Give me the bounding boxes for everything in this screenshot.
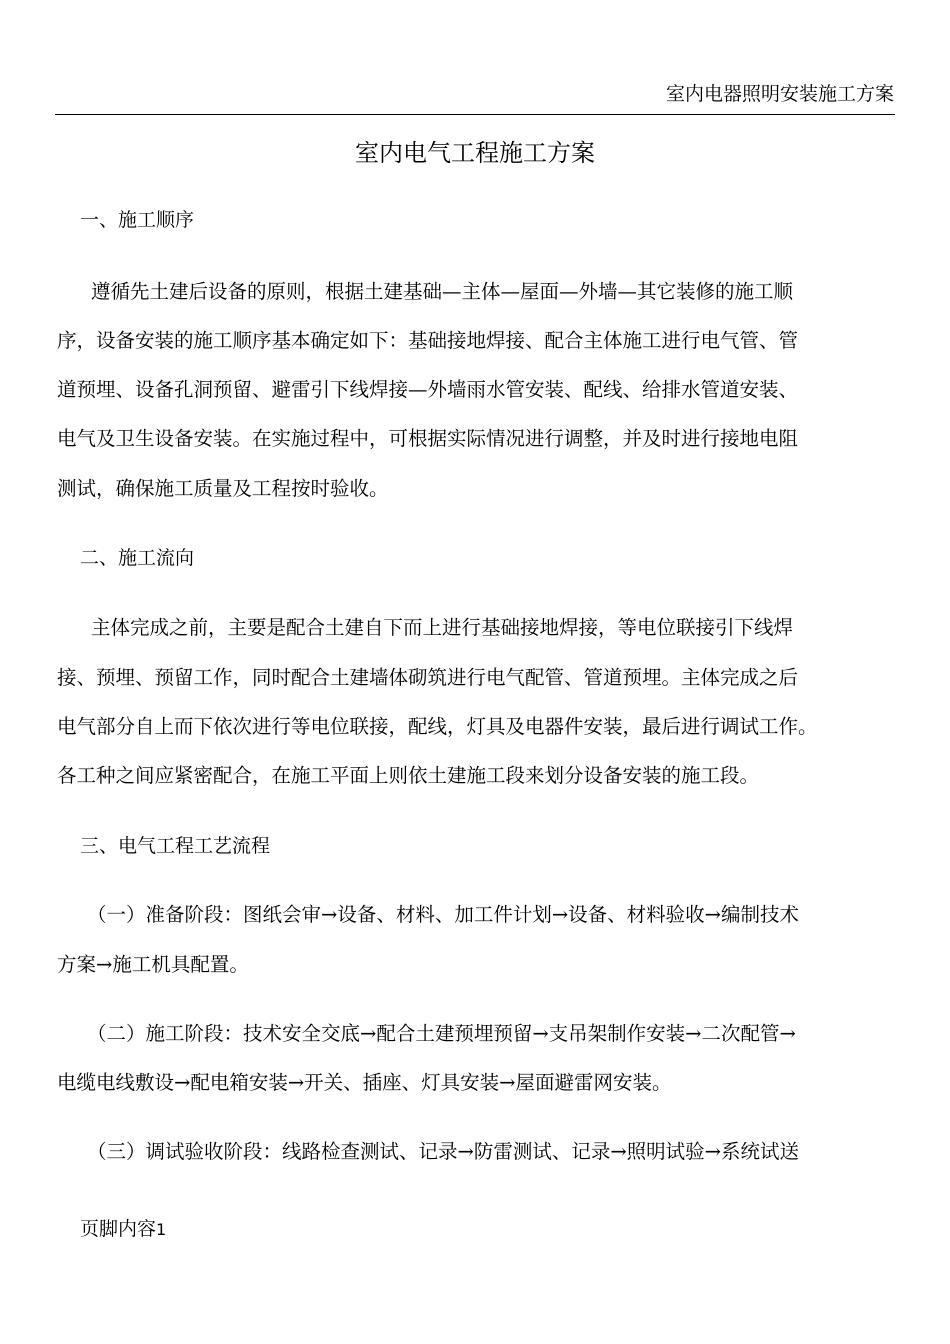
- section-heading-construction-sequence: 一、施工顺序: [80, 209, 195, 231]
- paragraph-line: （一）准备阶段：图纸会审→设备、材料、加工件计划→设备、材料验收→编制技术: [87, 903, 800, 926]
- document-title: 室内电气工程施工方案: [355, 139, 595, 167]
- paragraph-line: 道预埋、设备孔洞预留、避雷引下线焊接—外墙雨水管安装、配线、给排水管道安装、: [57, 378, 799, 401]
- paragraph-line: 电缆电线敷设→配电箱安装→开关、插座、灯具安装→屋面避雷网安装。: [57, 1071, 672, 1094]
- paragraph-line: 遵循先土建后设备的原则，根据土建基础—主体—屋面—外墙—其它装修的施工顺: [91, 280, 794, 303]
- paragraph-line: 电气及卫生设备安装。在实施过程中，可根据实际情况进行调整，并及时进行接地电阻: [57, 427, 799, 450]
- paragraph-line: 电气部分自上而下依次进行等电位联接，配线，灯具及电器件安装，最后进行调试工作。: [57, 715, 818, 738]
- paragraph-line: 方案→施工机具配置。: [57, 953, 249, 976]
- paragraph-line: （三）调试验收阶段：线路检查测试、记录→防雷测试、记录→照明试验→系统试送: [87, 1140, 800, 1163]
- section-heading-process-flow: 三、电气工程工艺流程: [80, 835, 271, 857]
- paragraph-line: （二）施工阶段：技术安全交底→配合土建预埋预留→支吊架制作安装→二次配管→: [87, 1022, 796, 1045]
- page-footer: [80, 1215, 166, 1244]
- footer-label: 页脚内容: [80, 1218, 157, 1240]
- running-header: 室内电器照明安装施工方案: [665, 83, 894, 105]
- paragraph-line: 序，设备安装的施工顺序基本确定如下：基础接地焊接、配合主体施工进行电气管、管: [57, 329, 799, 352]
- paragraph-line: 接、预埋、预留工作，同时配合土建墙体砌筑进行电气配管、管道预埋。主体完成之后: [57, 666, 799, 689]
- paragraph-line: 各工种之间应紧密配合，在施工平面上则依土建施工段来划分设备安装的施工段。: [57, 764, 760, 787]
- paragraph-line: 测试，确保施工质量及工程按时验收。: [57, 477, 389, 500]
- header-divider: [55, 114, 895, 115]
- section-heading-construction-flow: 二、施工流向: [80, 547, 195, 569]
- paragraph-line: 主体完成之前，主要是配合土建自下而上进行基础接地焊接，等电位联接引下线焊: [91, 616, 794, 639]
- page-number: 1: [156, 1220, 167, 1239]
